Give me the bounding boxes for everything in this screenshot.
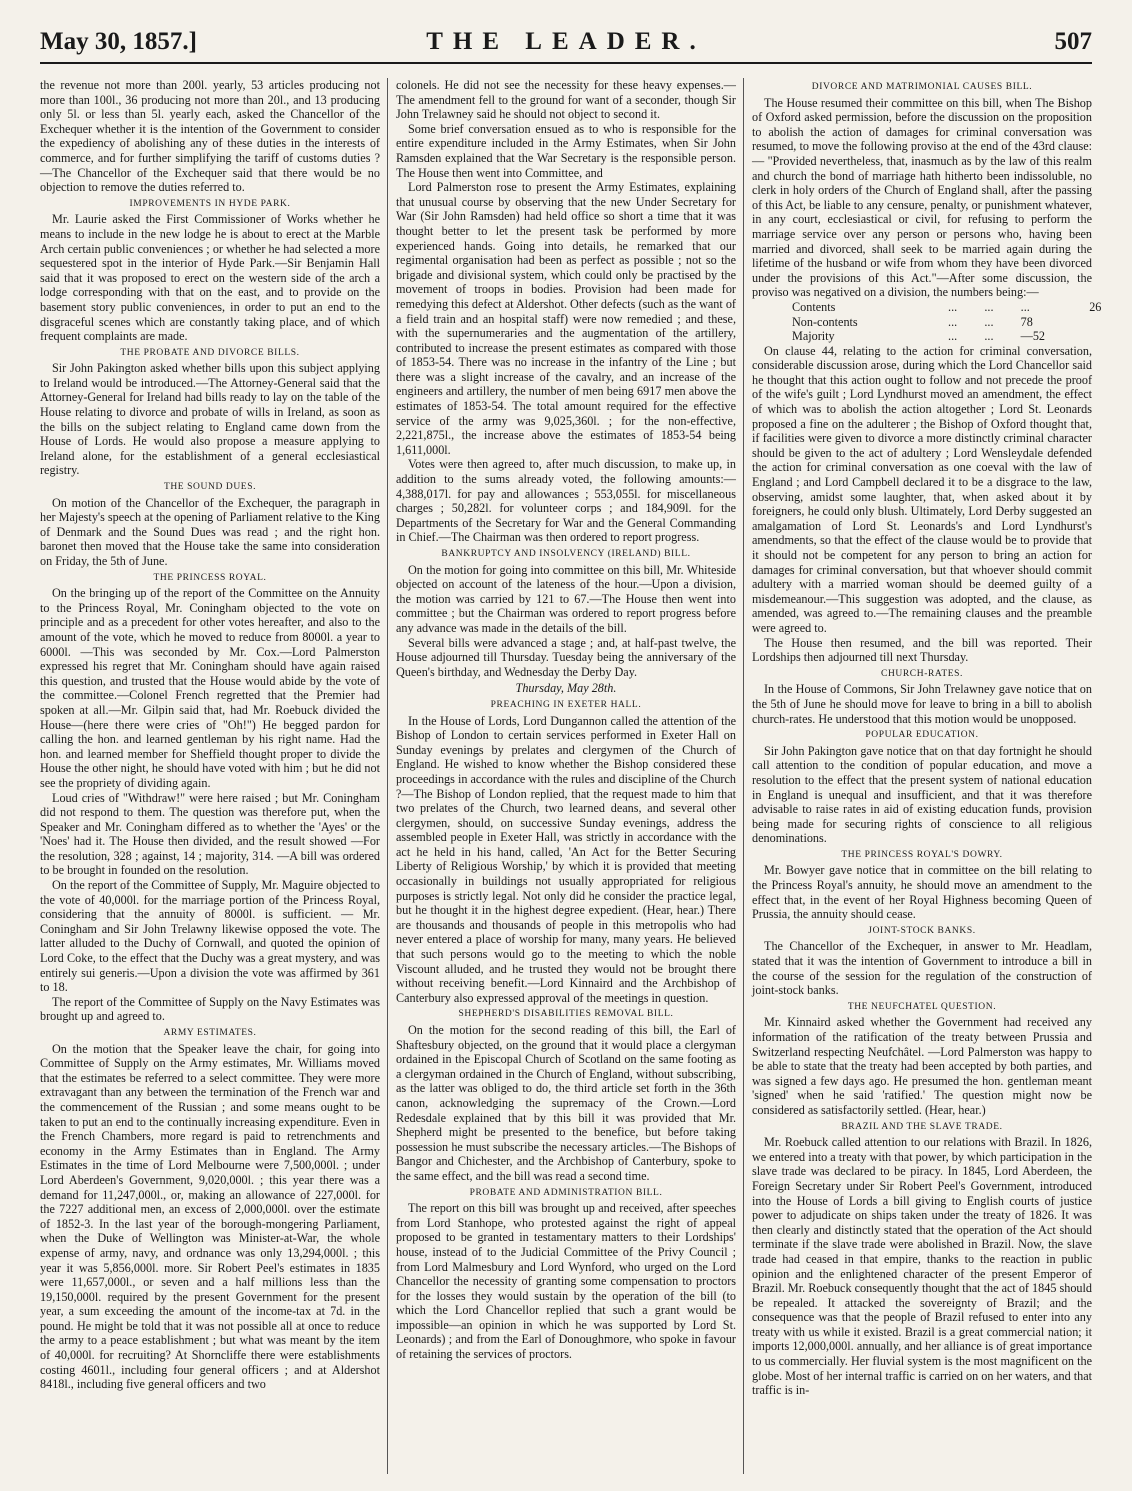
paragraph: On the report of the Committee of Supply, Mr. Maguire objected to the vote of 40,000l. for the marriage portion of the Princess Royal, considering that the annuity of 8000l. is sufficient. — Mr. Coningham and Sir John Trelawny likewise opposed the vote. The latter alluded to the Duchy of Cornwall, and quoted the opinion of Lord Coke, to the effect that the Duchy was a great mystery, and was entirely sui generis.—Upon a division the vote was affirmed by 361 to 18.	[40, 878, 380, 995]
section-heading: PREACHING IN EXETER HALL.	[490, 699, 642, 710]
division-cell: —52	[1020, 329, 1046, 344]
section-heading: THE SOUND DUES.	[163, 482, 257, 493]
division-label: Contents	[792, 299, 836, 314]
division-row	[792, 300, 1132, 315]
paragraph: Some brief conversation ensued as to who is responsible for the entire expenditure included in the Army Estimates, when Sir John Ramsden explained that the War Secretary is the responsible person. The House then went into Committee, and	[396, 121, 736, 180]
section-heading: IMPROVEMENTS IN HYDE PARK.	[129, 198, 291, 209]
paragraph: Votes were then agreed to, after much discussion, to make up, in addition to the sums already voted, the following amounts:—4,388,017l. for pay and allowances ; 553,055l. for miscellaneous charges ; 50,282l. for volunteer corps ; and 184,909l. for the Departments of the Secretary for War and the General Commanding in Chief.—The Chairman was then ordered to report progress.	[396, 457, 736, 545]
paragraph: Mr. Bowyer gave notice that in committee on the bill relating to the Princess Royal's annuity, he should move an amendment to the effect that, in the event of her Royal Highness becoming Queen of Prussia, the annuity should cease.	[752, 863, 1092, 922]
article-columns	[40, 78, 1102, 1474]
division-cell: ...	[948, 314, 958, 329]
section-heading: BRAZIL AND THE SLAVE TRADE.	[841, 1121, 1003, 1132]
paragraph: Mr. Laurie asked the First Commissioner of Works whether he means to include in the new lodge he is about to erect at the Marble Arch certain public conveniences ; or whether he had selected a more sequestered spot in the interior of Hyde Park.—Sir Benjamin Hall said that it was proposed to erect on the western side of the arch a lodge corresponding with that on the east, and to provide on the basement story public conveniences, in order to put an end to the disgraceful scenes which are constantly taking place, and of which frequent complaints are made.	[40, 212, 380, 344]
division-cell: ...	[984, 314, 994, 329]
paragraph: Sir John Pakington asked whether bills upon this subject applying to Ireland would be introduced.—The Attorney-General said that the Attorney-General for Ireland had bills ready to lay on the table of the House relating to divorce and probate of wills in Ireland, as soon as the bills on the subject relating to England came down from the House of Lords. He would also propose a measure applying to Ireland alone, for the establishment of a general ecclesiastical registry.	[40, 361, 380, 478]
section-heading: PROBATE AND ADMINISTRATION BILL.	[469, 1187, 663, 1198]
paragraph: On the motion for going into committee on this bill, Mr. Whiteside objected on account of the lateness of the hour.—Upon a division, the motion was carried by 121 to 67.—The House then went into committee ; but the Chairman was ordered to report progress before any advance was made in the details of the bill.	[396, 562, 736, 635]
division-table	[792, 300, 1132, 344]
division-cell: 78	[1020, 314, 1033, 329]
section-heading: ARMY ESTIMATES.	[163, 1028, 257, 1038]
section-heading: DIVORCE AND MATRIMONIAL CAUSES BILL.	[811, 82, 1033, 92]
paragraph: On motion of the Chancellor of the Exchequer, the paragraph in her Majesty's speech at the opening of Parliament relative to the King of Denmark and the Sound Dues was read ; and the right hon. baronet then moved that the House take the same into consideration on Friday, the 5th of June.	[40, 495, 380, 568]
paragraph: Several bills were advanced a stage ; and, at half-past twelve, the House adjourned till Thursday. Tuesday being the anniversary of the Queen's birthday, and Wednesday the Derby Day.	[396, 635, 736, 679]
section-heading: POPULAR EDUCATION.	[865, 730, 979, 741]
newspaper-title: THE LEADER.	[426, 28, 706, 55]
column-left	[40, 78, 388, 1474]
division-row	[792, 329, 1132, 344]
paragraph: Loud cries of "Withdraw!" were here raised ; but Mr. Coningham did not respond to them. The question was therefore put, when the Speaker and Mr. Coningham differed as to whether the 'Ayes' or the 'Noes' had it. The House then divided, and the result showed —For the resolution, 328 ; against, 14 ; majority, 314. —A bill was ordered to be brought in founded on the resolution.	[40, 790, 380, 878]
section-heading: THE PROBATE AND DIVORCE BILLS.	[120, 347, 300, 358]
paragraph: Mr. Roebuck called attention to our relations with Brazil. In 1826, we entered into a treaty with that power, by which participation in the slave trade was declared to be piracy. In 1845, Lord Aberdeen, the Foreign Secretary under Sir Robert Peel's Government, introduced into the House of Lords a bill giving to English courts of justice power to adjudicate on ships taken under the treaty of 1826. It was then clearly and distinctly stated that the operation of the Act should terminate if the slave trade were abolished in Brazil. Now, the slave trade had ceased in that empire, thanks to the reaction in public opinion and the enlightened character of the present Emperor of Brazil. Mr. Roebuck consequently thought that the act of 1845 should be repealed. It attacked the sovereignty of Brazil; and the consequence was that the people of Brazil refused to enter into any treaty with us while it existed. Brazil is a great commercial nation; it imports 12,000,000l. annually, and her alliance is of great importance to us commercially. Her fluvial system is the most magnificent on the globe. Most of her internal traffic is carried on on her waters, and that traffic is in-	[752, 1135, 1092, 1398]
issue-date: May 30, 1857.]	[40, 28, 197, 55]
paragraph: On clause 44, relating to the action for criminal conversation, considerable discussion arose, during which the Lord Chancellor said he thought that this action ought to follow and not precede the proof of the wife's guilt ; Lord Lyndhurst moved an amendment, the effect of which was to abolish the action altogether ; Lord St. Leonards proposed a fine on the adulterer ; the Bishop of Oxford thought that, if facilities were given to divorce a more distinctly criminal character should be given to the act of adultery ; Lord Wensleydale defended the action for criminal conversation as one coeval with the law of England ; and Lord Campbell declared it to be a disgrace to the law, observing, amidst some laughter, that, when asked about it by foreigners, he could only blush. Ultimately, Lord Derby suggested an amalgamation of Lord St. Leonards's and Lord Lyndhurst's amendments, so that the effect of the clause would be to provide that it should not be competent for any person to bring an action for damages for criminal conversation, but that whoever should commit adultery with a married woman should be deemed guilty of a misdemeanour.—This suggestion was adopted, and the clause, as amended, was agreed to.—The remaining clauses and the preamble were agreed to.	[752, 343, 1092, 635]
paragraph: The report of the Committee of Supply on the Navy Estimates was brought up and agreed to.	[40, 994, 380, 1024]
section-heading: CHURCH-RATES.	[881, 668, 963, 679]
division-label: Majority	[792, 329, 835, 344]
paragraph: The House then resumed, and the bill was reported. Their Lordships then adjourned till next Thursday.	[752, 635, 1092, 665]
paragraph: Lord Palmerston rose to present the Army Estimates, explaining that unusual course by observing that the new Under Secretary for War (Sir John Ramsden) had held office so short a time that it was thought better to let the present task be performed by more experienced hands. Going into details, he remarked that our regimental organisation had been as perfect as possible ; not so the brigade and divisional system, which could only be practised by the movement of troops in bodies. Provision had been made for remedying this defect at Aldershot. Other defects (such as the want of a field train and an hospital staff) were now remedied ; and these, with the supernumeraries and the augmentation of the artillery, contributed to increase the present estimates as compared with those of 1853-54. There was no increase in the infantry of the Line ; but there was a slight increase of the cavalry, and an increase of the engineers and artillery, the number of men being 6917 men above the estimates of 1853-54. The total amount required for the effective service of the army was 9,025,360l. ; for the non-effective, 2,221,875l., the increase above the estimates of 1853-54 being 1,611,000l.	[396, 180, 736, 457]
dateline: Thursday, May 28th.	[515, 681, 617, 696]
paragraph: The Chancellor of the Exchequer, in answer to Mr. Headlam, stated that it was the intention of Government to introduce a bill in the course of the session for the regulation of the construction of joint-stock banks.	[752, 939, 1092, 998]
paragraph: colonels. He did not see the necessity for these heavy expenses.—The amendment fell to the ground for want of a seconder, though Sir John Trelawney said he should not object to second it.	[396, 78, 736, 122]
paragraph: On the motion that the Speaker leave the chair, for going into Committee of Supply on the Army estimates, Mr. Williams moved that the estimates be referred to a select committee. They were more extravagant than any between the termination of the French war and the commencement of the Russian ; and some means ought to be taken to put an end to the continually increasing expenditure. Even in the French Chambers, more regard is paid to retrenchments and economy in the Army Estimates than in England. The Army Estimates in the time of Lord Melbourne were 7,500,000l. ; under Lord Aberdeen's Government, 9,020,000l. ; this year there was a demand for 11,247,000l., or, making an allowance of 227,000l. for the 7227 additional men, an excess of 2,000,000l. over the estimate of 1852-3. In the last year of the borough-mongering Parliament, when the Duke of Wellington was Minister-at-War, the whole expense of army, navy, and ordnance was only 13,294,000l. ; this year it was 5,856,000l. more. Sir Robert Peel's estimates in 1835 were 11,657,000l., or seven and a half millions less than the 19,150,000l. required by the present Government for the present year, a sum exceeding the amount of the income-tax at 7d. in the pound. He might be told that it was not possible all at once to reduce the army to a peace establishment ; but what was meant by the item of 40,000l. for recruiting? At Shorncliffe there were establishments costing 4601l., including four general officers ; and at Aldershot 8418l., including five general officers and two	[40, 1041, 380, 1392]
division-cell: ...	[1020, 299, 1030, 314]
page-number: 507	[1054, 28, 1092, 55]
paragraph: Mr. Kinnaird asked whether the Government had received any information of the ratification of the treaty between Prussia and Switzerland respecting Neufchâtel. —Lord Palmerston was happy to be able to state that the treaty had been accepted by both parties, and was signed a few days ago. He presumed the hon. gentleman meant 'signed' when he said 'ratified.' The question might now be considered as satisfactorily settled. (Hear, hear.)	[752, 1015, 1092, 1117]
paragraph: The House resumed their committee on this bill, when The Bishop of Oxford asked permission, before the discussion on the proposition to abolish the action of damages for criminal conversation was resumed, to move the following proviso at the end of the 43rd clause:— "Provided nevertheless, that, inasmuch as by the law of this realm and church the bond of marriage hath hitherto been indissoluble, no clerk in holy orders of the Church of England shall, after the passing of this Act, be liable to any censure, penalty, or punishment whatever, in any court, ecclesiastical or civil, for refusing to perform the marriage service over any person or persons who, having been married and divorced, shall seek to be married again during the lifetime of the husband or wife from whom they have been divorced under the provisions of this Act."—After some discussion, the proviso was negatived on a division, the numbers being:—	[752, 95, 1092, 300]
masthead	[40, 22, 1092, 64]
section-heading: SHEPHERD'S DISABILITIES REMOVAL BILL.	[458, 1009, 674, 1020]
section-heading: THE PRINCESS ROYAL'S DOWRY.	[841, 849, 1003, 860]
column-right	[752, 78, 1102, 1474]
division-cell: ...	[948, 299, 958, 314]
division-label: Non-contents	[792, 314, 858, 329]
section-heading: JOINT-STOCK BANKS.	[868, 925, 976, 936]
section-heading: BANKRUPTCY AND INSOLVENCY (IRELAND) BILL.	[441, 549, 691, 559]
division-cell: 26	[1089, 299, 1102, 314]
division-cell: ...	[948, 329, 958, 344]
division-cell: ...	[984, 299, 994, 314]
paragraph: On the bringing up of the report of the Committee on the Annuity to the Princess Royal, Mr. Coningham objected to the vote on principle and as a precedent for other votes hereafter, and also to the amount of the vote, which he moved to reduce from 8000l. a year to 6000l. —This was seconded by Mr. Cox.—Lord Palmerston expressed his regret that Mr. Coningham should have again raised this question, and trusted that the House would abide by the vote of the committee.—Colonel French regretted that the Premier had spoken at all.—Mr. Gilpin said that, had Mr. Roebuck divided the House—(here there were cries of "Oh!") He begged pardon for calling the hon. and learned gentleman by his right name. Had the hon. and learned member for Sheffield thought proper to divide the House the other night, he should have voted with him ; but he did not see the propriety of dividing again.	[40, 586, 380, 790]
column-middle	[396, 78, 744, 1474]
section-heading: THE PRINCESS ROYAL.	[153, 572, 267, 583]
paragraph: In the House of Lords, Lord Dungannon called the attention of the Bishop of London to certain services performed in Exeter Hall on Sunday evenings by prelates and clergymen of the Church of England. He wished to know whether the Bishop considered these proceedings in accordance with the rules and discipline of the Church ?—The Bishop of London replied, that the request made to him that two prelates of the Church, two learned deans, and several other clergymen, should, on successive Sunday evenings, address the assembled people in Exeter Hall, was strictly in accordance with the act he held in his hand, called, 'An Act for the Better Securing Liberty of Religious Worship,' by which it is provided that meeting occasionally in buildings not usually appropriated for religious purposes is strictly legal. Not only did he consider the practice legal, but he thought it in the highest degree expedient. (Hear, hear.) There are thousands and thousands of people in this metropolis who had never entered a place of worship for many, many years. He believed that such persons would go to the meeting to which the noble Viscount alluded, and he trusted they would not be brought there without receiving benefit.—Lord Kinnaird and the Archbishop of Canterbury also expressed approval of the meetings in question.	[396, 713, 736, 1005]
paragraph: Sir John Pakington gave notice that on that day fortnight he should call attention to the condition of popular education, and move a resolution to the effect that the present system of national education in England is unequal and insufficient, and that it was therefore advisable to raise rates in aid of existing education funds, provision being made for securing rights of conscience to all religious denominations.	[752, 743, 1092, 846]
division-cell: ...	[984, 329, 994, 344]
paragraph: On the motion for the second reading of this bill, the Earl of Shaftesbury objected, on the ground that it would place a clergyman ordained in the Episcopal Church of Scotland on the same footing as a clergyman ordained in the Church of England, without subscribing, as the latter was obliged to do, the third article set forth in the 36th canon, acknowledging the supremacy of the Crown.—Lord Redesdale explained that by this bill it was provided that Mr. Shepherd might be presented to the benefice, but before taking possession he must subscribe the necessary articles.—The Bishops of Bangor and Chichester, and the Archbishop of Canterbury, spoke to the same effect, and the bill was read a second time.	[396, 1023, 736, 1183]
division-row	[792, 315, 1132, 330]
section-heading: THE NEUFCHATEL QUESTION.	[847, 1001, 997, 1012]
paragraph: the revenue not more than 200l. yearly, 53 articles producing not more than 100l., 36 producing not more than 20l., and 13 producing only 5l. or less than 5l. yearly each, asked the Chancellor of the Exchequer whether it is the intention of the Government to consider the expediency of abolishing any of these duties in the interests of commerce, and for further simplifying the tariff of customs duties ?—The Chancellor of the Exchequer said that there would be no objection to remove the duties referred to.	[40, 78, 380, 195]
paragraph: In the House of Commons, Sir John Trelawney gave notice that on the 5th of June he should move for leave to bring in a bill to abolish church-rates. He understood that this motion would be unopposed.	[752, 682, 1092, 726]
paragraph: The report on this bill was brought up and received, after speeches from Lord Stanhope, who protested against the right of appeal proposed to be granted in testamentary matters to their Lordships' house, instead of to the Judicial Committee of the Privy Council ; from Lord Malmesbury and Lord Wynford, who urged on the Lord Chancellor the necessity of granting some compensation to proctors for the losses they would sustain by the operation of the bill (to which the Lord Chancellor replied that such a grant would be impossible—an opinion in which he was supported by Lord St. Leonards) ; and from the Earl of Donoughmore, who spoke in favour of retaining the services of proctors.	[396, 1201, 736, 1362]
